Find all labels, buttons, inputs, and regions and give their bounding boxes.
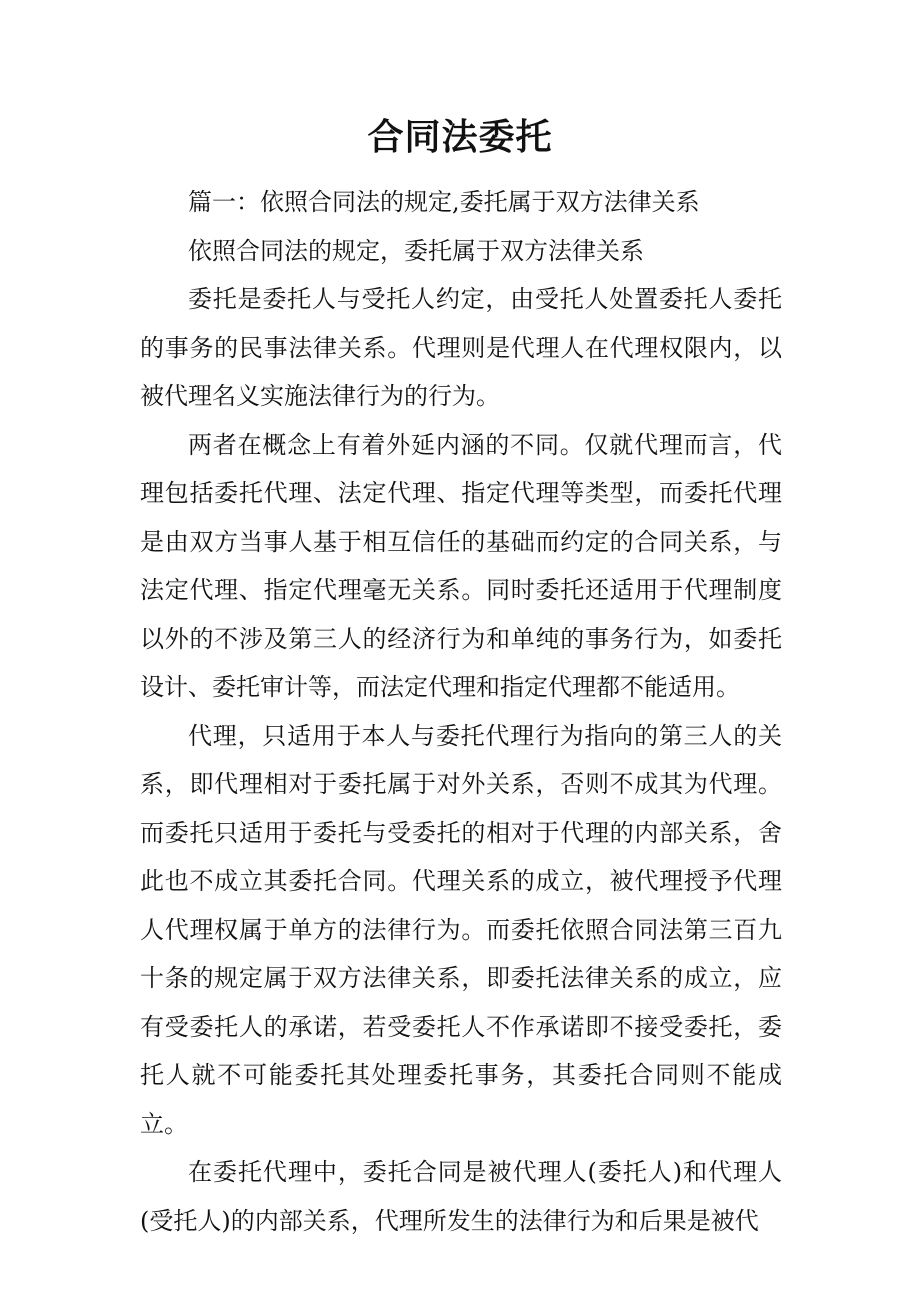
- paragraph-heading: 篇一：依照合同法的规定,委托属于双方法律关系: [188, 188, 700, 216]
- paragraph: 在委托代理中，委托合同是被代理人(委托人)和代理人(受托人)的内部关系，代理所发生的法律行为和后果是被代: [140, 1158, 782, 1235]
- paragraph-subheading: 依照合同法的规定，委托属于双方法律关系: [188, 236, 644, 265]
- document-body: [140, 178, 782, 1245]
- document-title: 合同法委托: [367, 116, 553, 158]
- paragraph: 两者在概念上有着外延内涵的不同。仅就代理而言，代理包括委托代理、法定代理、指定代理等类型，而委托代理是由双方当事人基于相互信任的基础而约定的合同关系，与法定代理、指定代理毫无关系。同时委托还适用于代理制度以外的不涉及第三人的经济行为和单纯的事务行为，如委托设计、委托审计等，而法定代理和指定代理都不能适用。: [140, 430, 782, 701]
- paragraph: 委托是委托人与受托人约定，由受托人处置委托人委托的事务的民事法律关系。代理则是代理人在代理权限内，以被代理名义实施法律行为的行为。: [140, 285, 782, 410]
- paragraph: 代理，只适用于本人与委托代理行为指向的第三人的关系，即代理相对于委托属于对外关系，否则不成其为代理。而委托只适用于委托与受委托的相对于代理的内部关系，舍此也不成立其委托合同。代理关系的成立，被代理授予代理人代理权属于单方的法律行为。而委托依照合同法第三百九十条的规定属于双方法律关系，即委托法律关系的成立，应有受委托人的承诺，若受委托人不作承诺即不接受委托，委托人就不可能委托其处理委托事务，其委托合同则不能成立。: [140, 721, 782, 1138]
